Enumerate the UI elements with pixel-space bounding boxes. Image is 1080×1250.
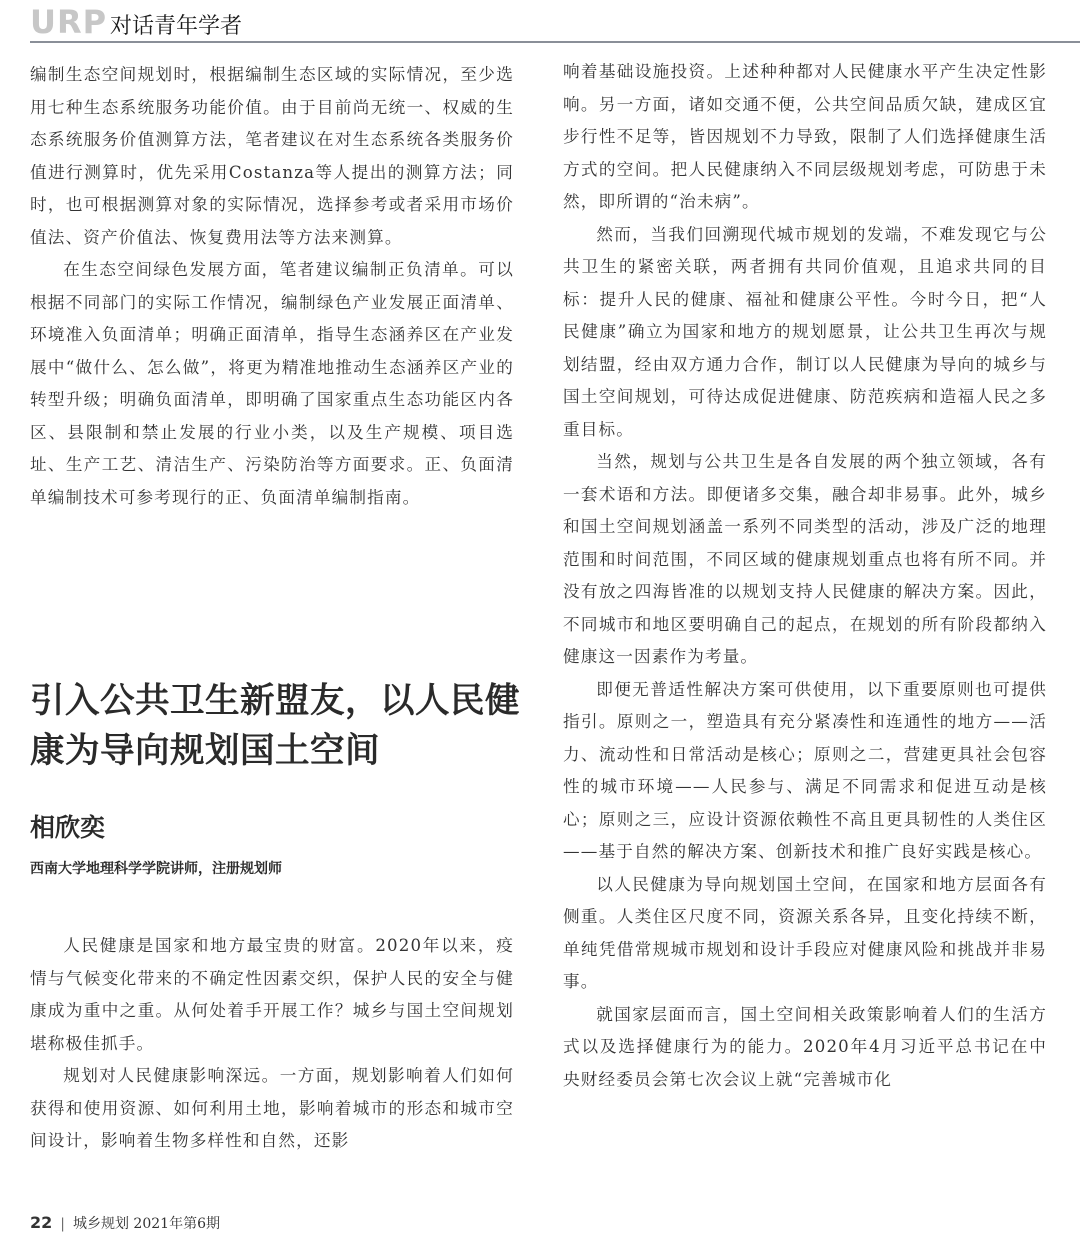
author-name: 相欣奕 xyxy=(30,813,106,842)
article-title: 引入公共卫生新盟友，以人民健康为导向规划国土空间 xyxy=(30,681,520,771)
paragraph: 响着基础设施投资。上述种种都对人民健康水平产生决定性影响。另一方面，诸如交通不便，公共空间品质欠缺，建成区宜步行性不足等，皆因规划不力导致，限制了人们选择健康生活方式的空间。把人民健康纳入不同层级规划考虑，可防患于未然，即所谓的“治未病”。 xyxy=(563,62,1047,211)
paragraph: 人民健康是国家和地方最宝贵的财富。2020年以来，疫情与气候变化带来的不确定性因素交织，保护人民的安全与健康成为重中之重。从何处着手开展工作？城乡与国土空间规划堪称极佳抓手。 xyxy=(30,936,514,1053)
header-divider xyxy=(30,41,1080,43)
journal-logo: URP xyxy=(30,3,108,41)
paragraph: 即便无普适性解决方案可供使用，以下重要原则也可提供指引。原则之一，塑造具有充分紧凑性和连通性的地方——活力、流动性和日常活动是核心；原则之二，营建更具社会包容性的城市环境——人民参与、满足不同需求和促进互动是核心；原则之三，应设计资源依赖性不高且更具韧性的人类住区——基于自然的解决方案、创新技术和推广良好实践是核心。 xyxy=(563,679,1047,861)
footer-separator: | xyxy=(60,1216,65,1232)
paragraph: 然而，当我们回溯现代城市规划的发端，不难发现它与公共卫生的紧密关联，两者拥有共同价值观，且追求共同的目标：提升人民的健康、福祉和健康公平性。今时今日，把“人民健康”确立为国家和地方的规划愿景，让公共卫生再次与规划结盟，经由双方通力合作，制订以人民健康为导向的城乡与国土空间规划，可待达成促进健康、防范疾病和造福人民之多重目标。 xyxy=(563,224,1047,439)
left-column-bottom xyxy=(30,930,514,1158)
page-number: 22 xyxy=(30,1213,53,1232)
author-affiliation: 西南大学地理科学学院讲师，注册规划师 xyxy=(30,861,282,877)
paragraph: 在生态空间绿色发展方面，笔者建议编制正负清单。可以根据不同部门的实际工作情况，编制绿色产业发展正面清单、环境准入负面清单；明确正面清单，指导生态涵养区在产业发展中“做什么、怎么做”，将更为精准地推动生态涵养区产业的转型升级；明确负面清单，即明确了国家重点生态功能区内各区、县限制和禁止发展的行业小类，以及生产规模、项目选址、生产工艺、清洁生产、污染防治等方面要求。正、负面清单编制技术可参考现行的正、负面清单编制指南。 xyxy=(30,260,514,507)
paragraph: 以人民健康为导向规划国土空间，在国家和地方层面各有侧重。人类住区尺度不同，资源关系各异，且变化持续不断，单纯凭借常规城市规划和设计手段应对健康风险和挑战并非易事。 xyxy=(563,874,1047,991)
paragraph: 当然，规划与公共卫生是各自发展的两个独立领域，各有一套术语和方法。即便诸多交集，融合却非易事。此外，城乡和国土空间规划涵盖一系列不同类型的活动，涉及广泛的地理范围和时间范围，不同区域的健康规划重点也将有所不同。并没有放之四海皆准的以规划支持人民健康的解决方案。因此，不同城市和地区要明确自己的起点，在规划的所有阶段都纳入健康这一因素作为考量。 xyxy=(563,452,1047,666)
journal-issue: 城乡规划 2021年第6期 xyxy=(72,1216,220,1232)
left-column-top xyxy=(30,59,514,514)
paragraph: 就国家层面而言，国土空间相关政策影响着人们的生活方式以及选择健康行为的能力。2020年4月习近平总书记在中央财经委员会第七次会议上就“完善城市化 xyxy=(563,1004,1047,1089)
right-column xyxy=(563,56,1047,1096)
paragraph: 规划对人民健康影响深远。一方面，规划影响着人们如何获得和使用资源、如何利用土地，影响着城市的形态和城市空间设计，影响着生物多样性和自然，还影 xyxy=(30,1066,514,1150)
page-footer xyxy=(30,1213,220,1234)
section-title: 对话青年学者 xyxy=(110,14,243,39)
page-header xyxy=(0,0,1080,46)
paragraph: 编制生态空间规划时，根据编制生态区域的实际情况，至少选用七种生态系统服务功能价值。由于目前尚无统一、权威的生态系统服务价值测算方法，笔者建议在对生态系统各类服务价值进行测算时，优先采用Costanza等人提出的测算方法；同时，也可根据测算对象的实际情况，选择参考或者采用市场价值法、资产价值法、恢复费用法等方法来测算。 xyxy=(30,65,514,247)
